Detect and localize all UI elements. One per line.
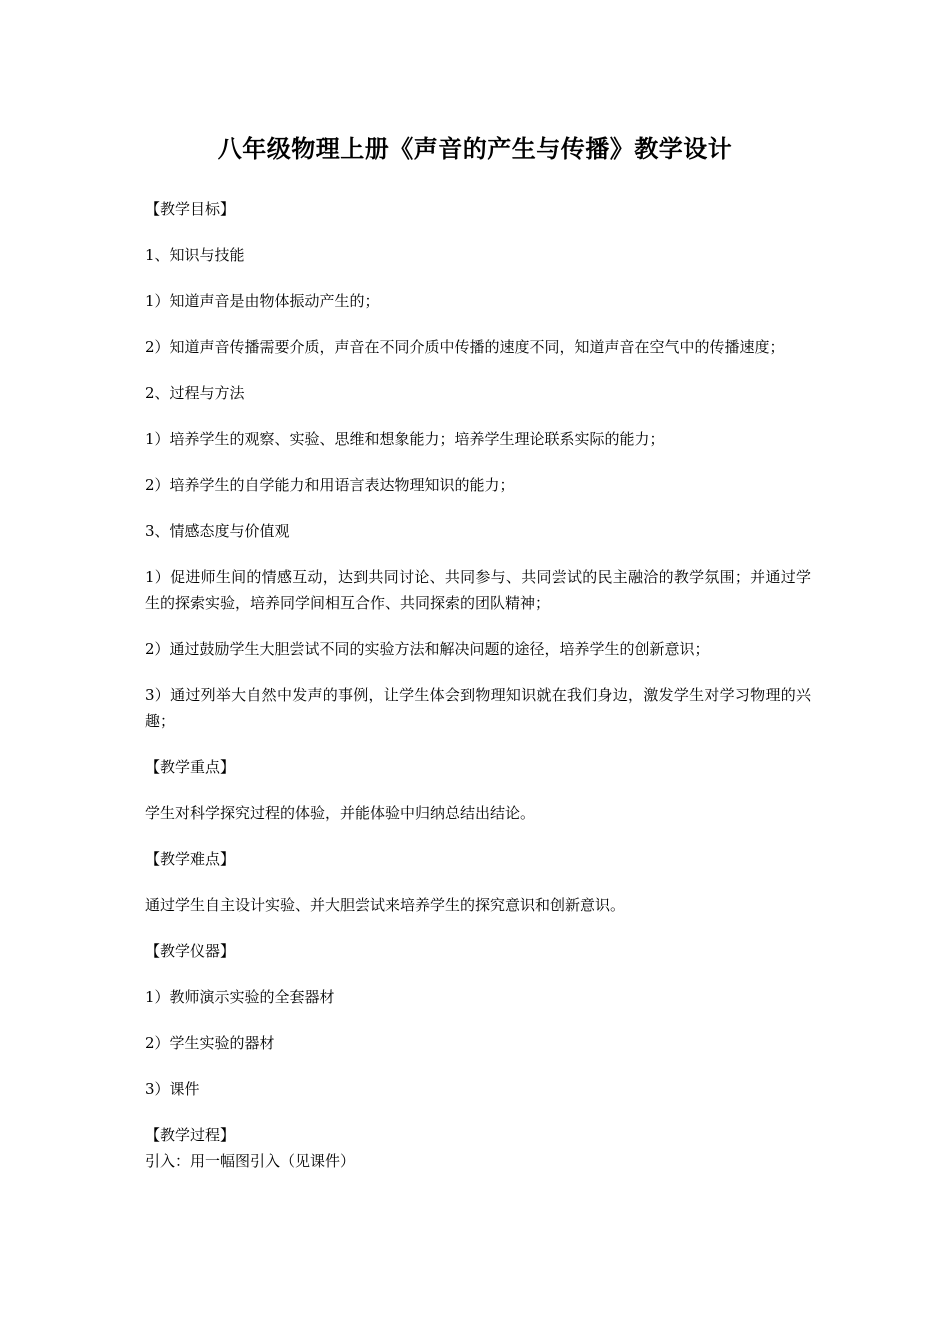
list-item: 1）知道声音是由物体振动产生的； bbox=[145, 292, 380, 310]
list-item: 3）通过列举大自然中发声的事例，让学生体会到物理知识就在我们身边，激发学生对学习物理的兴趣； bbox=[145, 686, 811, 730]
paragraph: 引入：用一幅图引入（见课件） bbox=[145, 1152, 356, 1170]
section-heading-difficulties: 【教学难点】 bbox=[145, 850, 236, 868]
section-heading-objectives: 【教学目标】 bbox=[145, 200, 236, 218]
list-item: 1）促进师生间的情感互动，达到共同讨论、共同参与、共同尝试的民主融洽的教学氛围；并通过学生的探索实验，培养同学间相互合作、共同探索的团队精神； bbox=[145, 568, 811, 612]
subsection-attitude-values: 3、情感态度与价值观 bbox=[145, 522, 290, 540]
section-heading-process: 【教学过程】 bbox=[145, 1126, 236, 1144]
section-heading-key-points: 【教学重点】 bbox=[145, 758, 236, 776]
subsection-process-method: 2、过程与方法 bbox=[145, 384, 245, 402]
paragraph: 学生对科学探究过程的体验，并能体验中归纳总结出结论。 bbox=[145, 804, 536, 822]
list-item: 1）教师演示实验的全套器材 bbox=[145, 988, 335, 1006]
list-item: 1）培养学生的观察、实验、思维和想象能力；培养学生理论联系实际的能力； bbox=[145, 430, 665, 448]
list-item: 3）课件 bbox=[145, 1080, 200, 1098]
list-item: 2）学生实验的器材 bbox=[145, 1034, 275, 1052]
document-body bbox=[145, 196, 811, 1174]
list-item: 2）知道声音传播需要介质，声音在不同介质中传播的速度不同，知道声音在空气中的传播速度； bbox=[145, 338, 785, 356]
list-item: 2）培养学生的自学能力和用语言表达物理知识的能力； bbox=[145, 476, 515, 494]
paragraph: 通过学生自主设计实验、并大胆尝试来培养学生的探究意识和创新意识。 bbox=[145, 896, 626, 914]
subsection-knowledge-skills: 1、知识与技能 bbox=[145, 246, 245, 264]
section-heading-equipment: 【教学仪器】 bbox=[145, 942, 236, 960]
document-title: 八年级物理上册《声音的产生与传播》教学设计 bbox=[217, 134, 733, 163]
list-item: 2）通过鼓励学生大胆尝试不同的实验方法和解决问题的途径，培养学生的创新意识； bbox=[145, 640, 710, 658]
